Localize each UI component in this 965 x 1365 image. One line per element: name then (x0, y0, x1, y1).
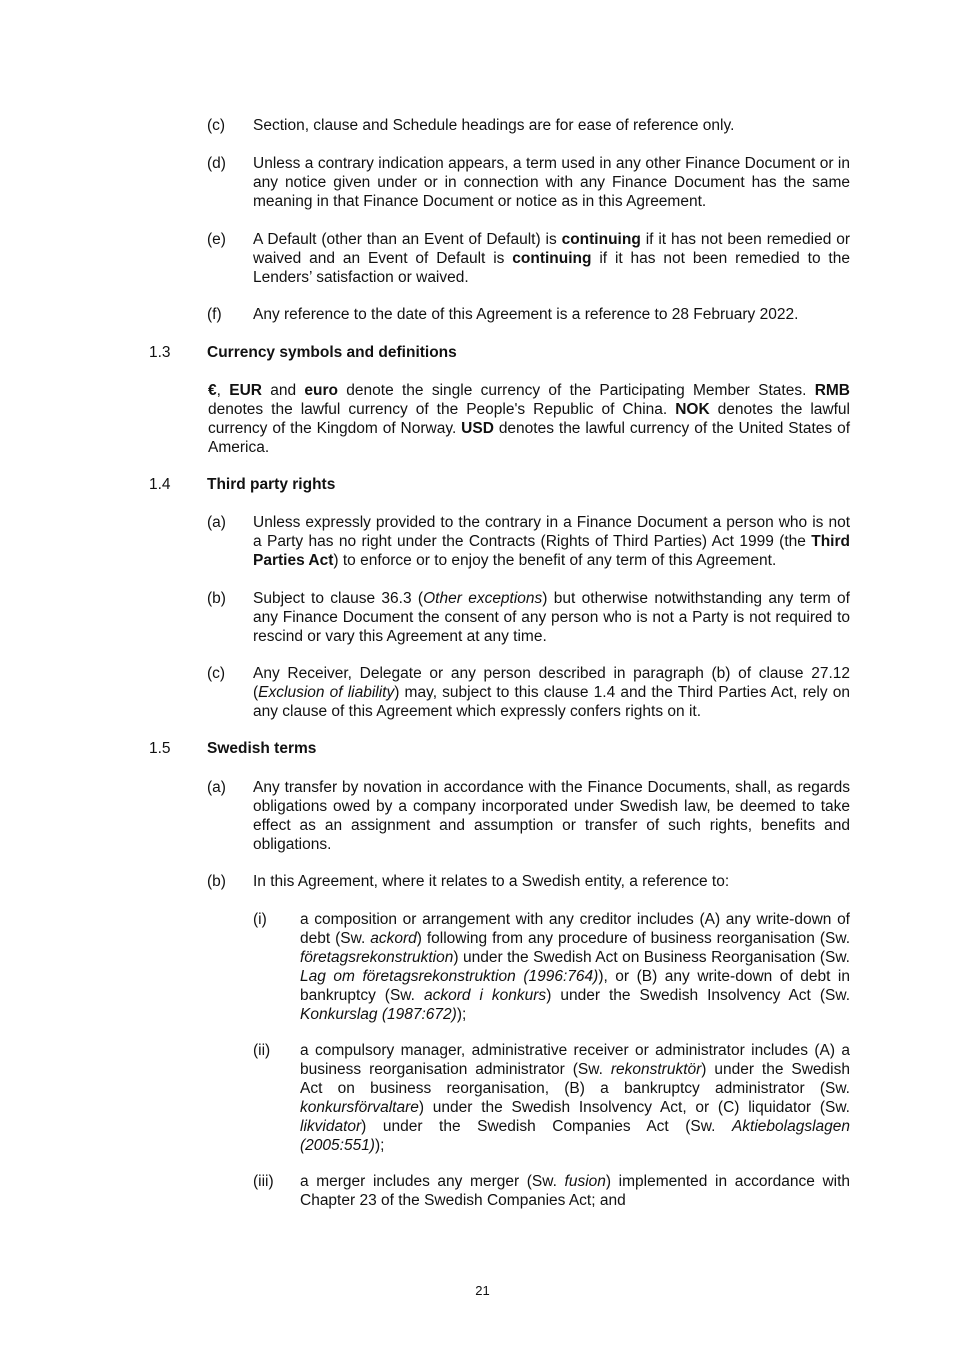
bold-term: euro (304, 382, 339, 399)
text-run: a compulsory manager, administrative receiver or administrator includes (A) a business reorganisation administrator (Sw. (300, 1042, 850, 1078)
bold-term: USD (461, 420, 494, 437)
italic-term: fusion (564, 1173, 606, 1190)
text-run: Unless expressly provided to the contrary in a Finance Document a person who is not a Party has no right under the Contracts (Rights of Third Parties) Act 1999 (the (253, 514, 850, 550)
subclause-text (300, 1172, 850, 1210)
text-run: denotes the lawful currency of the United States of America. (208, 420, 850, 456)
section-body (208, 381, 850, 457)
text-run: if it has not been remedied to the Lenders’ satisfaction or waived. (253, 250, 850, 286)
bold-term: RMB (814, 382, 850, 399)
text-run: ); (374, 1137, 385, 1154)
subclause-text (300, 1041, 850, 1155)
section-title: Currency symbols and definitions (207, 344, 457, 361)
clause-text (253, 589, 850, 646)
italic-term: likvidator (300, 1118, 362, 1135)
clause-text (253, 664, 850, 721)
clause-label: (f) (207, 306, 222, 323)
text-run: and (261, 382, 305, 399)
text-run: Any Receiver, Delegate or any person described in paragraph (b) of clause 27.12 ( (253, 665, 850, 701)
text-run: ), or (B) any write-down of debt in bankruptcy (Sw. (300, 968, 850, 1004)
bold-term: continuing (561, 231, 641, 248)
section-number: 1.4 (149, 476, 171, 493)
text-run: Any transfer by novation in accordance with the Finance Documents, shall, as regards obligations owed by a company incorporated under Swedish law, be deemed to take effect as an assignment and assumption or transfer of such rights, benefits and obligations. (253, 779, 850, 853)
italic-term: ackord (370, 930, 417, 947)
bold-term: € (208, 382, 217, 399)
text-run: Any reference to the date of this Agreement is a reference to 28 February 2022. (253, 306, 799, 323)
section-number: 1.5 (149, 740, 171, 757)
text-run: ) under the Swedish Companies Act (Sw. (361, 1118, 732, 1135)
page-number: 21 (475, 1283, 490, 1298)
text-run: In this Agreement, where it relates to a Swedish entity, a reference to: (253, 873, 730, 890)
text-run: Unless a contrary indication appears, a term used in any other Finance Document or in any notice given under or in connection with any Finance Document has the same meaning in that Finance Document or notice as in this Agreement. (253, 155, 850, 210)
italic-term: ackord i konkurs (423, 987, 547, 1004)
italic-term: Exclusion of liability (258, 684, 395, 701)
text-run: Section, clause and Schedule headings are for ease of reference only. (253, 117, 735, 134)
text-run: if it has not been remedied or waived and an Event of Default is (253, 231, 850, 267)
italic-term: rekonstruktör (610, 1061, 702, 1078)
text-run: ) under the Swedish Insolvency Act, or (C) liquidator (Sw. (418, 1099, 850, 1116)
section-title: Third party rights (207, 476, 336, 493)
text-run: ) but otherwise notwithstanding any term of any Finance Document the consent of any person who is not a Party is not required to rescind or vary this Agreement at any time. (253, 590, 850, 645)
text-run: a merger includes any merger (Sw. (300, 1173, 565, 1190)
text-run: a composition or arrangement with any creditor includes (A) any write-down of debt (Sw. (300, 911, 850, 947)
clause-label: (e) (207, 231, 226, 248)
text-run: denote the single currency of the Participating Member States. (338, 382, 815, 399)
italic-term: företagsrekonstruktion (300, 949, 454, 966)
clause-label: (b) (207, 590, 226, 607)
text-run: , (216, 382, 230, 399)
clause-label: (d) (207, 155, 226, 172)
text-run: ) implemented in accordance with Chapter 23 of the Swedish Companies Act; and (300, 1173, 851, 1209)
bold-term: continuing (512, 250, 592, 267)
text-run: ) under the Swedish Act on Business Reorganisation (Sw. (453, 949, 850, 966)
italic-term: konkursförvaltare (300, 1099, 419, 1116)
text-run: denotes the lawful currency of the Kingdom of Norway. (208, 401, 850, 437)
text-run: Subject to clause 36.3 ( (253, 590, 424, 607)
clause-text (253, 116, 850, 135)
clause-label: (c) (207, 117, 226, 134)
italic-term: Lag om företagsrekonstruktion (1996:764) (300, 968, 599, 985)
text-run: ) under the Swedish Act on business reorganisation, (B) a bankruptcy administrator (Sw. (300, 1061, 850, 1097)
section-title: Swedish terms (207, 740, 317, 757)
clause-text (253, 305, 850, 324)
text-run: ) to enforce or to enjoy the benefit of any term of this Agreement. (333, 552, 777, 569)
italic-term: Aktiebolagslagen (2005:551) (300, 1118, 850, 1154)
clause-text (253, 778, 850, 854)
clause-label: (b) (207, 873, 226, 890)
text-run: ); (456, 1006, 467, 1023)
clause-text (253, 872, 850, 891)
text-run: denotes the lawful currency of the People's Republic of China. (208, 401, 676, 418)
subclause-label: (iii) (253, 1173, 274, 1190)
subclause-label: (i) (253, 911, 267, 928)
clause-text (253, 513, 850, 570)
italic-term: Konkurslag (1987:672) (300, 1006, 457, 1023)
clause-text (253, 154, 850, 211)
text-run: ) may, subject to this clause 1.4 and the Third Parties Act, rely on any clause of this Agreement which expressly confers rights on it. (253, 684, 850, 720)
text-run: A Default (other than an Event of Default) is (253, 231, 562, 248)
clause-text (253, 230, 850, 287)
section-number: 1.3 (149, 344, 171, 361)
italic-term: Other exceptions (423, 590, 543, 607)
bold-term: EUR (229, 382, 262, 399)
text-run: ) under the Swedish Insolvency Act (Sw. (546, 987, 850, 1004)
clause-label: (c) (207, 665, 226, 682)
text-run: ) following from any procedure of business reorganisation (Sw. (416, 930, 850, 947)
clause-label: (a) (207, 779, 226, 796)
clause-label: (a) (207, 514, 226, 531)
subclause-text (300, 910, 850, 1024)
bold-term: Third Parties Act (253, 533, 850, 569)
subclause-label: (ii) (253, 1042, 271, 1059)
bold-term: NOK (675, 401, 710, 418)
